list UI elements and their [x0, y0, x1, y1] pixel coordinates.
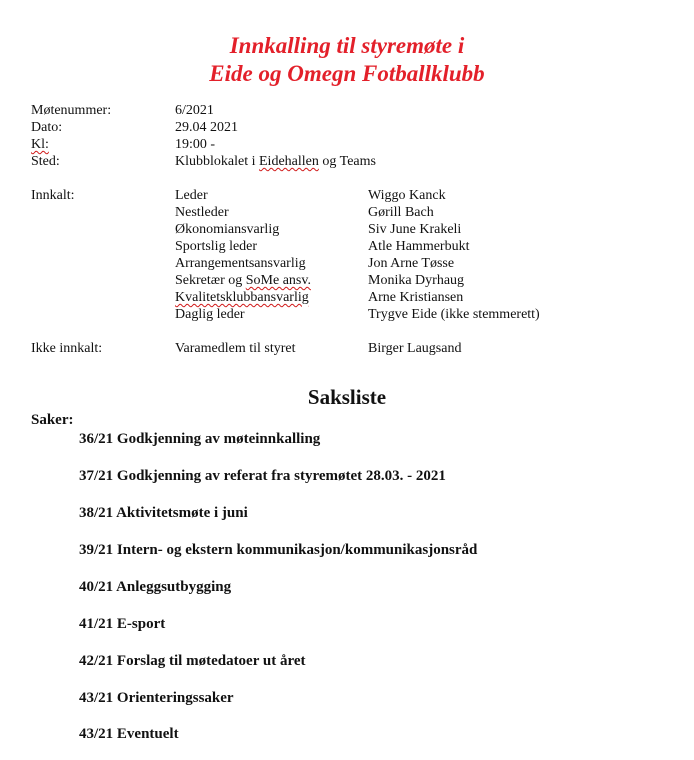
- meta-value-meeting-number: 6/2021: [175, 103, 214, 118]
- meta-value-date: 29.04 2021: [175, 120, 238, 135]
- title-line-1: Innkalling til styremøte i: [229, 33, 465, 58]
- agenda-item: 42/21 Forslag til møtedatoer ut året: [79, 653, 306, 669]
- agenda-item: 41/21 E-sport: [79, 616, 166, 632]
- title-line-2: Eide og Omegn Fotballklubb: [209, 61, 485, 86]
- meta-value-time: 19:00 -: [175, 137, 216, 152]
- ikke-innkalt-role: Varamedlem til styret: [175, 341, 296, 356]
- member-name: Arne Kristiansen: [368, 290, 464, 305]
- ikke-innkalt-name: Birger Laugsand: [368, 341, 462, 356]
- member-role: Økonomiansvarlig: [175, 222, 280, 237]
- member-role: [175, 273, 311, 289]
- member-role-squig: Kvalitetsklubbansvarlig: [175, 290, 309, 305]
- member-name: Wiggo Kanck: [368, 188, 446, 203]
- member-name: Atle Hammerbukt: [368, 239, 470, 254]
- agenda-item: 37/21 Godkjenning av referat fra styremøtet 28.03. - 2021: [79, 468, 446, 484]
- member-role: Leder: [175, 188, 208, 203]
- saksliste-heading: Saksliste: [307, 385, 387, 409]
- meta-label-date: Dato:: [31, 120, 63, 135]
- innkalt-label: Innkalt:: [31, 188, 75, 203]
- meta-label-place: Sted:: [31, 154, 60, 169]
- meta-label-time: [31, 137, 49, 153]
- agenda-item: 40/21 Anleggsutbygging: [79, 579, 232, 595]
- member-name: Jon Arne Tøsse: [368, 256, 455, 271]
- document-title: [0, 32, 694, 88]
- place-text-post: og Teams: [318, 154, 376, 169]
- place-text-pre: Klubblokalet i: [175, 154, 259, 169]
- agenda-item: 43/21 Orienteringssaker: [79, 690, 234, 706]
- member-role: [175, 290, 309, 306]
- member-role: Daglig leder: [175, 307, 245, 322]
- meta-value-place: [175, 154, 376, 170]
- meta-label-meeting-number: Møtenummer:: [31, 103, 112, 118]
- agenda-item: 38/21 Aktivitetsmøte i juni: [79, 505, 248, 521]
- member-role: Sportslig leder: [175, 239, 258, 254]
- saker-label: Saker:: [31, 412, 74, 428]
- meta-label-time-text: Kl:: [31, 137, 49, 152]
- member-role-squig: SoMe ansv.: [245, 273, 311, 288]
- member-role: Arrangementsansvarlig: [175, 256, 306, 271]
- agenda-item: 43/21 Eventuelt: [79, 726, 179, 742]
- member-name: Gørill Bach: [368, 205, 434, 220]
- member-name: Monika Dyrhaug: [368, 273, 465, 288]
- agenda-item: 39/21 Intern- og ekstern kommunikasjon/kommunikasjonsråd: [79, 542, 478, 558]
- place-text-venue: Eidehallen: [259, 154, 319, 169]
- member-role-pre: Sekretær og: [175, 273, 246, 288]
- member-name: Siv June Krakeli: [368, 222, 462, 237]
- member-name: Trygve Eide (ikke stemmerett): [368, 307, 540, 322]
- ikke-innkalt-label: Ikke innkalt:: [31, 341, 103, 356]
- member-role: Nestleder: [175, 205, 229, 220]
- agenda-item: 36/21 Godkjenning av møteinnkalling: [79, 431, 321, 447]
